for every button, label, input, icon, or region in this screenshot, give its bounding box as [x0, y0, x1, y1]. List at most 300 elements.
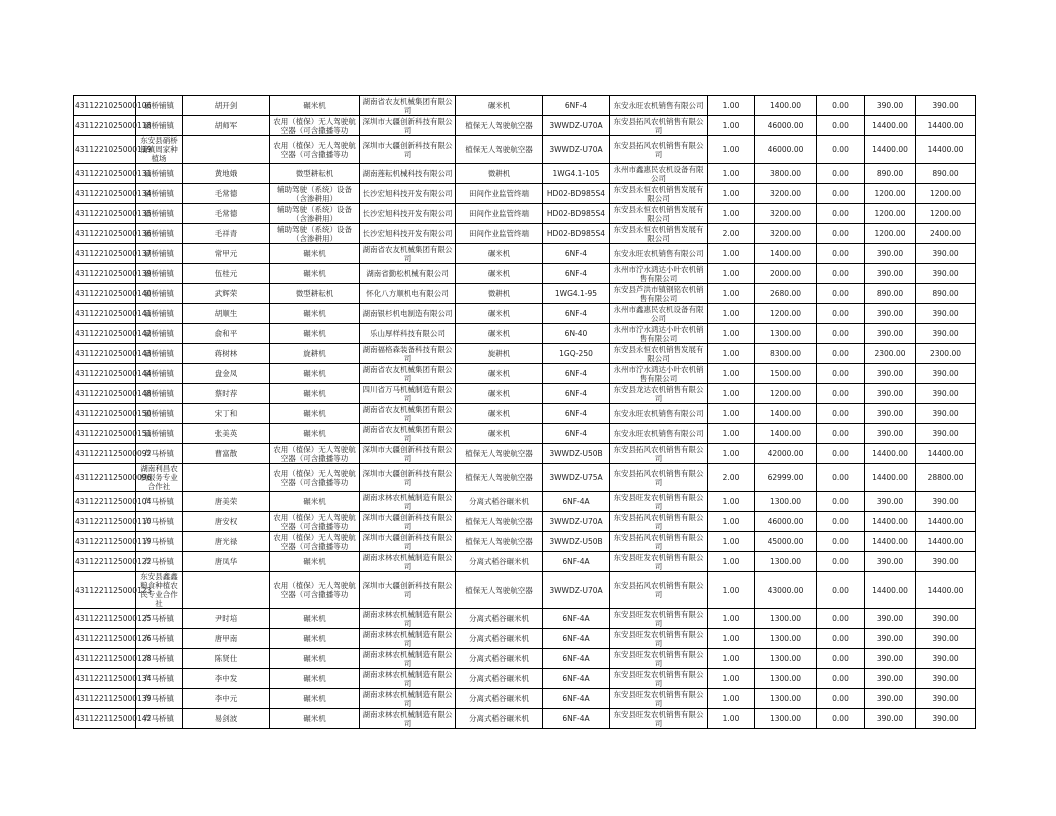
- cell-product-name: 分离式稻谷碾米机: [456, 669, 543, 689]
- cell-record-id: 4311221125000096: [74, 464, 136, 492]
- cell-total-subsidy: 390.00: [916, 404, 976, 424]
- cell-record-id: 4311221125000125: [74, 609, 136, 629]
- cell-sale-price: 1300.00: [755, 324, 817, 344]
- cell-unit-subsidy: 890.00: [865, 164, 916, 184]
- cell-dealer: 东安县拓风农机销售有限公司: [610, 532, 708, 552]
- cell-total-subsidy: 390.00: [916, 264, 976, 284]
- cell-quantity: 1.00: [708, 204, 755, 224]
- cell-unit-subsidy: 390.00: [865, 404, 916, 424]
- cell-central-subsidy-extra: 0.00: [817, 649, 865, 669]
- cell-applicant-name: 盘金凤: [183, 364, 270, 384]
- cell-model-number: 6NF-4: [543, 364, 610, 384]
- cell-quantity: 1.00: [708, 552, 755, 572]
- cell-quantity: 1.00: [708, 344, 755, 364]
- cell-dealer: 东安永旺农机销售有限公司: [610, 244, 708, 264]
- cell-dealer: 东安县拓风农机销售有限公司: [610, 116, 708, 136]
- cell-record-id: 4311221025000135: [74, 204, 136, 224]
- cell-unit-subsidy: 390.00: [865, 669, 916, 689]
- cell-model-number: 6NF-4: [543, 404, 610, 424]
- cell-quantity: 1.00: [708, 669, 755, 689]
- cell-central-subsidy-extra: 0.00: [817, 364, 865, 384]
- cell-unit-subsidy: 390.00: [865, 324, 916, 344]
- cell-township: 东安县鑫鑫粮食种植农民专业合作社: [136, 572, 183, 609]
- cell-record-id: 4311221025000141: [74, 304, 136, 324]
- cell-central-subsidy-extra: 0.00: [817, 424, 865, 444]
- table-row: [74, 384, 976, 404]
- table-row: [74, 492, 976, 512]
- cell-total-subsidy: 14400.00: [916, 512, 976, 532]
- cell-sale-price: 1400.00: [755, 404, 817, 424]
- cell-model-number: 3WWDZ-U70A: [543, 136, 610, 164]
- cell-central-subsidy-extra: 0.00: [817, 464, 865, 492]
- cell-township: 芦马桥镇: [136, 492, 183, 512]
- cell-township: 芦马桥镇: [136, 669, 183, 689]
- cell-quantity: 1.00: [708, 164, 755, 184]
- cell-central-subsidy-extra: 0.00: [817, 244, 865, 264]
- cell-record-id: 4311221025000134: [74, 184, 136, 204]
- cell-machine-category: 农用（植保）无人驾驶航空器（可含撒播等功: [270, 136, 360, 164]
- table-row: [74, 424, 976, 444]
- cell-total-subsidy: 890.00: [916, 284, 976, 304]
- cell-record-id: 4311221025000136: [74, 224, 136, 244]
- table-row: [74, 284, 976, 304]
- cell-sale-price: 62999.00: [755, 464, 817, 492]
- cell-total-subsidy: 390.00: [916, 629, 976, 649]
- cell-dealer: 东安县永恒农机销售发展有限公司: [610, 184, 708, 204]
- cell-total-subsidy: 390.00: [916, 689, 976, 709]
- cell-quantity: 1.00: [708, 609, 755, 629]
- cell-quantity: 1.00: [708, 424, 755, 444]
- cell-total-subsidy: 390.00: [916, 384, 976, 404]
- cell-sale-price: 45000.00: [755, 532, 817, 552]
- cell-total-subsidy: 390.00: [916, 492, 976, 512]
- cell-record-id: 4311221125000139: [74, 689, 136, 709]
- cell-model-number: 1WG4.1-105: [543, 164, 610, 184]
- cell-manufacturer: 湖南省农友机械集团有限公司: [360, 244, 456, 264]
- cell-machine-category: 辅助驾驶（系统）设备（含渗耕用）: [270, 224, 360, 244]
- cell-product-name: 田间作业监管终端: [456, 204, 543, 224]
- cell-dealer: 东安县旺发农机销售有限公司: [610, 492, 708, 512]
- cell-manufacturer: 湖南求林农机械制造有限公司: [360, 649, 456, 669]
- table-row: [74, 669, 976, 689]
- cell-sale-price: 1300.00: [755, 629, 817, 649]
- cell-quantity: 1.00: [708, 404, 755, 424]
- cell-model-number: 6NF-4A: [543, 552, 610, 572]
- cell-township: 硝桥铺镇: [136, 204, 183, 224]
- cell-model-number: 6NF-4: [543, 304, 610, 324]
- cell-dealer: 永州市鑫惠民农机设备有限公司: [610, 304, 708, 324]
- cell-record-id: 4311221125000126: [74, 629, 136, 649]
- cell-total-subsidy: 390.00: [916, 244, 976, 264]
- cell-record-id: 4311221125000142: [74, 709, 136, 729]
- cell-machine-category: 碾米机: [270, 324, 360, 344]
- cell-applicant-name: 张美英: [183, 424, 270, 444]
- cell-quantity: 2.00: [708, 224, 755, 244]
- cell-total-subsidy: 390.00: [916, 364, 976, 384]
- cell-total-subsidy: 2400.00: [916, 224, 976, 244]
- cell-dealer: 永州市泞水鸿达小叶农机销售有限公司: [610, 364, 708, 384]
- table-row: [74, 96, 976, 116]
- cell-central-subsidy-extra: 0.00: [817, 264, 865, 284]
- cell-central-subsidy-extra: 0.00: [817, 136, 865, 164]
- cell-dealer: 永州市泞水鸿达小叶农机销售有限公司: [610, 324, 708, 344]
- cell-machine-category: 旋耕机: [270, 344, 360, 364]
- cell-quantity: 1.00: [708, 116, 755, 136]
- cell-total-subsidy: 1200.00: [916, 204, 976, 224]
- table-row: [74, 552, 976, 572]
- cell-applicant-name: 伍桂元: [183, 264, 270, 284]
- cell-machine-category: 碾米机: [270, 364, 360, 384]
- cell-manufacturer: 长沙宏旭科技开发有限公司: [360, 224, 456, 244]
- cell-township: 湖南利昌农机服务专业合作社: [136, 464, 183, 492]
- cell-total-subsidy: 390.00: [916, 649, 976, 669]
- cell-applicant-name: 毛祥青: [183, 224, 270, 244]
- cell-manufacturer: 湖南省农友机械集团有限公司: [360, 424, 456, 444]
- cell-unit-subsidy: 14400.00: [865, 532, 916, 552]
- cell-product-name: 田间作业监管终端: [456, 184, 543, 204]
- cell-record-id: 4311221025000118: [74, 116, 136, 136]
- cell-quantity: 1.00: [708, 96, 755, 116]
- cell-machine-category: 碾米机: [270, 492, 360, 512]
- cell-model-number: 6NF-4A: [543, 609, 610, 629]
- cell-product-name: 分离式稻谷碾米机: [456, 629, 543, 649]
- cell-manufacturer: 深圳市大疆创新科技有限公司: [360, 464, 456, 492]
- cell-township: 硝桥铺镇: [136, 424, 183, 444]
- cell-sale-price: 43000.00: [755, 572, 817, 609]
- cell-manufacturer: 湖南省农友机械集团有限公司: [360, 96, 456, 116]
- cell-manufacturer: 湖南求林农机械制造有限公司: [360, 669, 456, 689]
- cell-unit-subsidy: 14400.00: [865, 444, 916, 464]
- cell-model-number: 6NF-4A: [543, 492, 610, 512]
- cell-manufacturer: 湖南求林农机械制造有限公司: [360, 492, 456, 512]
- cell-model-number: 3WWDZ-U70A: [543, 572, 610, 609]
- cell-applicant-name: 李中元: [183, 689, 270, 709]
- cell-township: 硝桥铺镇: [136, 244, 183, 264]
- cell-township: 硝桥铺镇: [136, 364, 183, 384]
- cell-record-id: 4311221025000142: [74, 324, 136, 344]
- cell-unit-subsidy: 1200.00: [865, 204, 916, 224]
- cell-dealer: 东安县芦洪市镇钢铭农机销售有限公司: [610, 284, 708, 304]
- cell-township: 硝桥铺镇: [136, 96, 183, 116]
- cell-unit-subsidy: 390.00: [865, 689, 916, 709]
- cell-record-id: 4311221025000119: [74, 136, 136, 164]
- cell-applicant-name: 宋丁和: [183, 404, 270, 424]
- cell-machine-category: 碾米机: [270, 96, 360, 116]
- cell-quantity: 1.00: [708, 136, 755, 164]
- cell-unit-subsidy: 390.00: [865, 264, 916, 284]
- cell-record-id: 4311221125000134: [74, 669, 136, 689]
- cell-sale-price: 46000.00: [755, 136, 817, 164]
- cell-total-subsidy: 1200.00: [916, 184, 976, 204]
- cell-township: 芦马桥镇: [136, 532, 183, 552]
- cell-township: 硝桥铺镇: [136, 384, 183, 404]
- cell-central-subsidy-extra: 0.00: [817, 116, 865, 136]
- cell-sale-price: 1200.00: [755, 304, 817, 324]
- cell-machine-category: 碾米机: [270, 384, 360, 404]
- cell-sale-price: 42000.00: [755, 444, 817, 464]
- cell-dealer: 东安县拓风农机销售有限公司: [610, 512, 708, 532]
- cell-township: 硝桥铺镇: [136, 164, 183, 184]
- cell-record-id: 4311221025000151: [74, 424, 136, 444]
- cell-machine-category: 农用（植保）无人驾驶航空器（可含撒播等功: [270, 572, 360, 609]
- cell-product-name: 田间作业监管终端: [456, 224, 543, 244]
- cell-applicant-name: 尹时培: [183, 609, 270, 629]
- cell-product-name: 微耕机: [456, 164, 543, 184]
- cell-sale-price: 1300.00: [755, 689, 817, 709]
- cell-sale-price: 3200.00: [755, 204, 817, 224]
- cell-total-subsidy: 390.00: [916, 709, 976, 729]
- cell-total-subsidy: 14400.00: [916, 136, 976, 164]
- cell-dealer: 东安县旺发农机销售有限公司: [610, 629, 708, 649]
- cell-model-number: HD02-BD985S4: [543, 204, 610, 224]
- cell-sale-price: 1500.00: [755, 364, 817, 384]
- cell-record-id: 4311221125000122: [74, 552, 136, 572]
- cell-product-name: 分离式稻谷碾米机: [456, 649, 543, 669]
- cell-dealer: 东安县拓风农机销售有限公司: [610, 136, 708, 164]
- cell-central-subsidy-extra: 0.00: [817, 532, 865, 552]
- cell-quantity: 1.00: [708, 304, 755, 324]
- cell-applicant-name: 李中发: [183, 669, 270, 689]
- cell-manufacturer: 湖南银杉机电制造有限公司: [360, 304, 456, 324]
- cell-model-number: 3WWDZ-U50B: [543, 532, 610, 552]
- cell-total-subsidy: 28800.00: [916, 464, 976, 492]
- cell-model-number: 3WWDZ-U50B: [543, 444, 610, 464]
- cell-record-id: 4311221125000092: [74, 444, 136, 464]
- cell-applicant-name: 唐凤华: [183, 552, 270, 572]
- cell-sale-price: 1400.00: [755, 244, 817, 264]
- cell-manufacturer: 深圳市大疆创新科技有限公司: [360, 444, 456, 464]
- cell-unit-subsidy: 390.00: [865, 364, 916, 384]
- cell-product-name: 植保无人驾驶航空器: [456, 532, 543, 552]
- cell-product-name: 碾米机: [456, 404, 543, 424]
- cell-dealer: 东安县永恒农机销售发展有限公司: [610, 344, 708, 364]
- table-row: [74, 184, 976, 204]
- cell-manufacturer: 湖南求林农机械制造有限公司: [360, 709, 456, 729]
- cell-product-name: 碾米机: [456, 424, 543, 444]
- cell-record-id: 4311221125000123: [74, 572, 136, 609]
- cell-applicant-name: 唐安权: [183, 512, 270, 532]
- cell-record-id: 4311221125000110: [74, 512, 136, 532]
- cell-machine-category: 碾米机: [270, 424, 360, 444]
- cell-product-name: 碾米机: [456, 324, 543, 344]
- cell-machine-category: 辅助驾驶（系统）设备（含渗耕用）: [270, 204, 360, 224]
- cell-machine-category: 碾米机: [270, 264, 360, 284]
- cell-product-name: 旋耕机: [456, 344, 543, 364]
- cell-unit-subsidy: 390.00: [865, 709, 916, 729]
- cell-sale-price: 46000.00: [755, 116, 817, 136]
- cell-total-subsidy: 14400.00: [916, 444, 976, 464]
- cell-central-subsidy-extra: 0.00: [817, 224, 865, 244]
- cell-manufacturer: 湖南省农友机械集团有限公司: [360, 404, 456, 424]
- cell-model-number: 6NF-4A: [543, 689, 610, 709]
- cell-machine-category: 碾米机: [270, 709, 360, 729]
- cell-unit-subsidy: 14400.00: [865, 116, 916, 136]
- cell-township: 芦马桥镇: [136, 709, 183, 729]
- table-row: [74, 709, 976, 729]
- cell-sale-price: 2680.00: [755, 284, 817, 304]
- cell-sale-price: 1400.00: [755, 96, 817, 116]
- cell-unit-subsidy: 14400.00: [865, 136, 916, 164]
- cell-machine-category: 农用（植保）无人驾驶航空器（可含撒播等功: [270, 116, 360, 136]
- cell-product-name: 碾米机: [456, 264, 543, 284]
- table-row: [74, 304, 976, 324]
- table-row: [74, 224, 976, 244]
- cell-quantity: 1.00: [708, 184, 755, 204]
- cell-applicant-name: 胡顺生: [183, 304, 270, 324]
- cell-central-subsidy-extra: 0.00: [817, 204, 865, 224]
- cell-unit-subsidy: 390.00: [865, 96, 916, 116]
- cell-township: 东安县硝桥铺镇周家种植场: [136, 136, 183, 164]
- cell-quantity: 1.00: [708, 324, 755, 344]
- cell-unit-subsidy: 14400.00: [865, 572, 916, 609]
- cell-manufacturer: 湖南福格森装备科技有限公司: [360, 344, 456, 364]
- cell-sale-price: 8300.00: [755, 344, 817, 364]
- cell-quantity: 1.00: [708, 284, 755, 304]
- cell-quantity: 1.00: [708, 512, 755, 532]
- cell-total-subsidy: 390.00: [916, 324, 976, 344]
- cell-manufacturer: 长沙宏旭科技开发有限公司: [360, 184, 456, 204]
- cell-township: 硝桥铺镇: [136, 224, 183, 244]
- cell-township: 硝桥铺镇: [136, 404, 183, 424]
- cell-applicant-name: 唐光禄: [183, 532, 270, 552]
- cell-sale-price: 3200.00: [755, 224, 817, 244]
- cell-product-name: 碾米机: [456, 96, 543, 116]
- cell-product-name: 分离式稻谷碾米机: [456, 492, 543, 512]
- cell-central-subsidy-extra: 0.00: [817, 304, 865, 324]
- cell-model-number: 1GQ-250: [543, 344, 610, 364]
- cell-central-subsidy-extra: 0.00: [817, 184, 865, 204]
- cell-machine-category: 微型耕耘机: [270, 164, 360, 184]
- cell-applicant-name: 曹富散: [183, 444, 270, 464]
- cell-quantity: 1.00: [708, 572, 755, 609]
- cell-township: 芦马桥镇: [136, 689, 183, 709]
- cell-dealer: 东安县拓风农机销售有限公司: [610, 464, 708, 492]
- cell-machine-category: 碾米机: [270, 669, 360, 689]
- cell-total-subsidy: 14400.00: [916, 532, 976, 552]
- cell-township: 芦马桥镇: [136, 609, 183, 629]
- cell-central-subsidy-extra: 0.00: [817, 572, 865, 609]
- cell-township: 芦马桥镇: [136, 512, 183, 532]
- cell-central-subsidy-extra: 0.00: [817, 444, 865, 464]
- cell-unit-subsidy: 14400.00: [865, 464, 916, 492]
- cell-sale-price: 1300.00: [755, 709, 817, 729]
- cell-central-subsidy-extra: 0.00: [817, 552, 865, 572]
- cell-applicant-name: 唐甲南: [183, 629, 270, 649]
- cell-unit-subsidy: 390.00: [865, 609, 916, 629]
- cell-quantity: 2.00: [708, 464, 755, 492]
- cell-dealer: 东安县旺发农机销售有限公司: [610, 609, 708, 629]
- cell-record-id: 4311221125000128: [74, 649, 136, 669]
- cell-sale-price: 1300.00: [755, 552, 817, 572]
- cell-dealer: 东安县永恒农机销售发展有限公司: [610, 204, 708, 224]
- table-row: [74, 164, 976, 184]
- cell-central-subsidy-extra: 0.00: [817, 164, 865, 184]
- cell-product-name: 分离式稻谷碾米机: [456, 689, 543, 709]
- table-row: [74, 204, 976, 224]
- cell-manufacturer: 深圳市大疆创新科技有限公司: [360, 136, 456, 164]
- cell-record-id: 4311221025000148: [74, 384, 136, 404]
- cell-central-subsidy-extra: 0.00: [817, 512, 865, 532]
- cell-product-name: 分离式稻谷碾米机: [456, 609, 543, 629]
- cell-unit-subsidy: 1200.00: [865, 224, 916, 244]
- cell-model-number: 6NF-4: [543, 264, 610, 284]
- cell-central-subsidy-extra: 0.00: [817, 404, 865, 424]
- cell-unit-subsidy: 390.00: [865, 649, 916, 669]
- cell-manufacturer: 湖南省农友机械集团有限公司: [360, 364, 456, 384]
- cell-applicant-name: [183, 464, 270, 492]
- cell-record-id: 4311221025000140: [74, 284, 136, 304]
- cell-record-id: 4311221025000143: [74, 344, 136, 364]
- cell-model-number: 3WWDZ-U70A: [543, 116, 610, 136]
- cell-applicant-name: 陈贤仕: [183, 649, 270, 669]
- cell-record-id: 4311221025000106: [74, 96, 136, 116]
- cell-model-number: 6NF-4A: [543, 709, 610, 729]
- cell-total-subsidy: 390.00: [916, 669, 976, 689]
- cell-dealer: 东安县旺发农机销售有限公司: [610, 709, 708, 729]
- table-row: [74, 689, 976, 709]
- cell-applicant-name: 常甲元: [183, 244, 270, 264]
- cell-unit-subsidy: 390.00: [865, 384, 916, 404]
- cell-model-number: 3WWDZ-U75A: [543, 464, 610, 492]
- cell-machine-category: 农用（植保）无人驾驶航空器（可含撒播等功: [270, 532, 360, 552]
- cell-manufacturer: 深圳市大疆创新科技有限公司: [360, 116, 456, 136]
- cell-dealer: 东安县龙达农机销售有限公司: [610, 384, 708, 404]
- cell-product-name: 分离式稻谷碾米机: [456, 552, 543, 572]
- cell-applicant-name: [183, 572, 270, 609]
- cell-township: 硝桥铺镇: [136, 116, 183, 136]
- cell-unit-subsidy: 390.00: [865, 304, 916, 324]
- cell-township: 硝桥铺镇: [136, 344, 183, 364]
- cell-total-subsidy: 14400.00: [916, 572, 976, 609]
- cell-central-subsidy-extra: 0.00: [817, 344, 865, 364]
- cell-township: 芦马桥镇: [136, 552, 183, 572]
- cell-applicant-name: 唐美荣: [183, 492, 270, 512]
- cell-product-name: 碾米机: [456, 384, 543, 404]
- cell-quantity: 1.00: [708, 384, 755, 404]
- cell-applicant-name: 胡开剑: [183, 96, 270, 116]
- cell-product-name: 植保无人驾驶航空器: [456, 572, 543, 609]
- cell-unit-subsidy: 1200.00: [865, 184, 916, 204]
- cell-central-subsidy-extra: 0.00: [817, 284, 865, 304]
- cell-product-name: 植保无人驾驶航空器: [456, 116, 543, 136]
- table-row: [74, 512, 976, 532]
- table-row: [74, 649, 976, 669]
- cell-manufacturer: 四川省万马机械制造有限公司: [360, 384, 456, 404]
- cell-unit-subsidy: 2300.00: [865, 344, 916, 364]
- cell-applicant-name: 胡师军: [183, 116, 270, 136]
- table-row: [74, 464, 976, 492]
- cell-manufacturer: 乐山厚样科技有限公司: [360, 324, 456, 344]
- cell-quantity: 1.00: [708, 532, 755, 552]
- cell-applicant-name: 毛常德: [183, 184, 270, 204]
- cell-total-subsidy: 2300.00: [916, 344, 976, 364]
- cell-quantity: 1.00: [708, 629, 755, 649]
- cell-applicant-name: 易剑波: [183, 709, 270, 729]
- cell-product-name: 植保无人驾驶航空器: [456, 464, 543, 492]
- cell-quantity: 1.00: [708, 264, 755, 284]
- subsidy-table: [73, 95, 976, 729]
- cell-quantity: 1.00: [708, 649, 755, 669]
- table-row: [74, 364, 976, 384]
- table-row: [74, 404, 976, 424]
- cell-sale-price: 1300.00: [755, 669, 817, 689]
- cell-sale-price: 1300.00: [755, 649, 817, 669]
- cell-dealer: 东安永旺农机销售有限公司: [610, 424, 708, 444]
- cell-sale-price: 3800.00: [755, 164, 817, 184]
- cell-manufacturer: 怀化八方顺机电有限公司: [360, 284, 456, 304]
- cell-dealer: 东安县旺发农机销售有限公司: [610, 689, 708, 709]
- table-row: [74, 344, 976, 364]
